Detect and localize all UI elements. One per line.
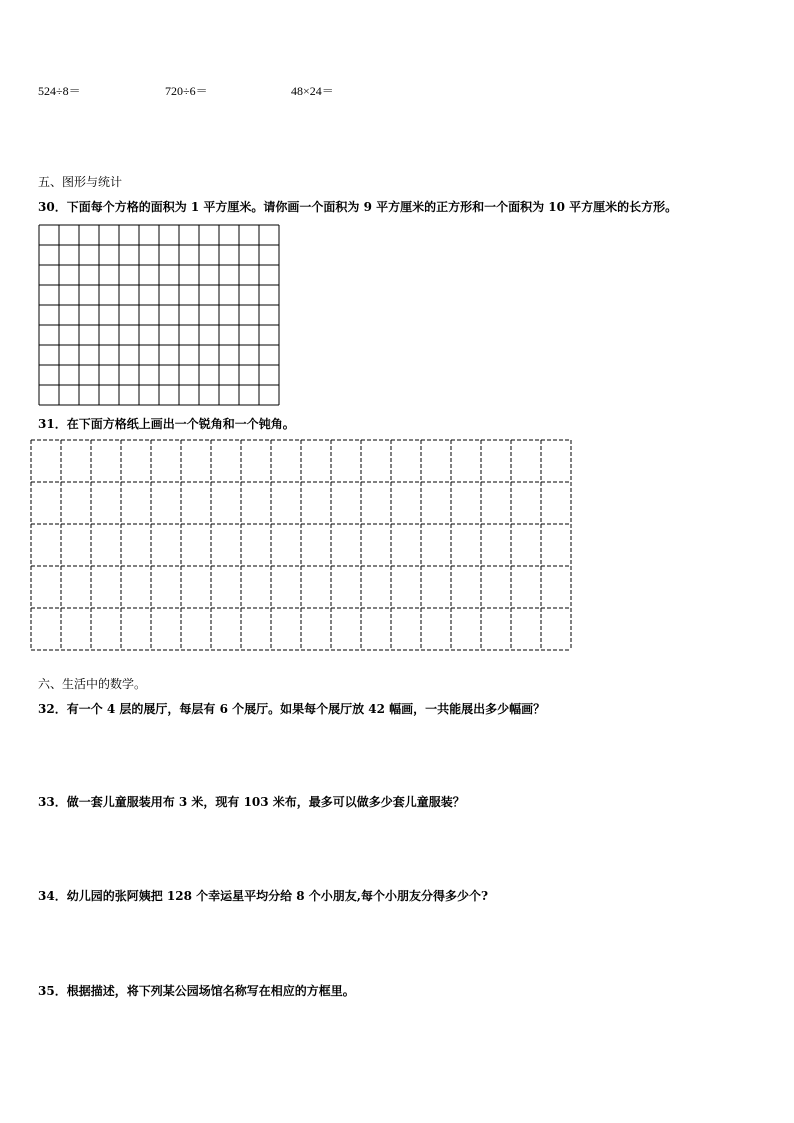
question-33: 33．做一套儿童服装用布 3 米，现有 103 米布，最多可以做多少套儿童服装？ [38,795,465,809]
question-35: 35．根据描述，将下列某公园场馆名称写在相应的方框里。 [38,984,355,998]
question-32: 32．有一个 4 层的展厅，每层有 6 个展厅。如果每个展厅放 42 幅画，一共能展出多少幅画？ [38,702,546,716]
square-grid[interactable] [38,224,280,406]
dashed-grid[interactable] [30,439,575,653]
section-6-heading: 六、生活中的数学。 [38,677,147,691]
calc-1: 524÷8＝ [38,84,81,98]
calc-3: 48×24＝ [291,84,334,98]
question-34: 34．幼儿园的张阿姨把 128 个幸运星平均分给 8 个小朋友,每个小朋友分得多少个? [38,889,489,903]
question-30: 30．下面每个方格的面积为 1 平方厘米。请你画一个面积为 9 平方厘米的正方形和一个面积为 10 平方厘米的长方形。 [38,200,678,214]
calc-2: 720÷6＝ [165,84,208,98]
question-31: 31．在下面方格纸上画出一个锐角和一个钝角。 [38,417,295,431]
section-5-heading: 五、图形与统计 [38,175,123,189]
